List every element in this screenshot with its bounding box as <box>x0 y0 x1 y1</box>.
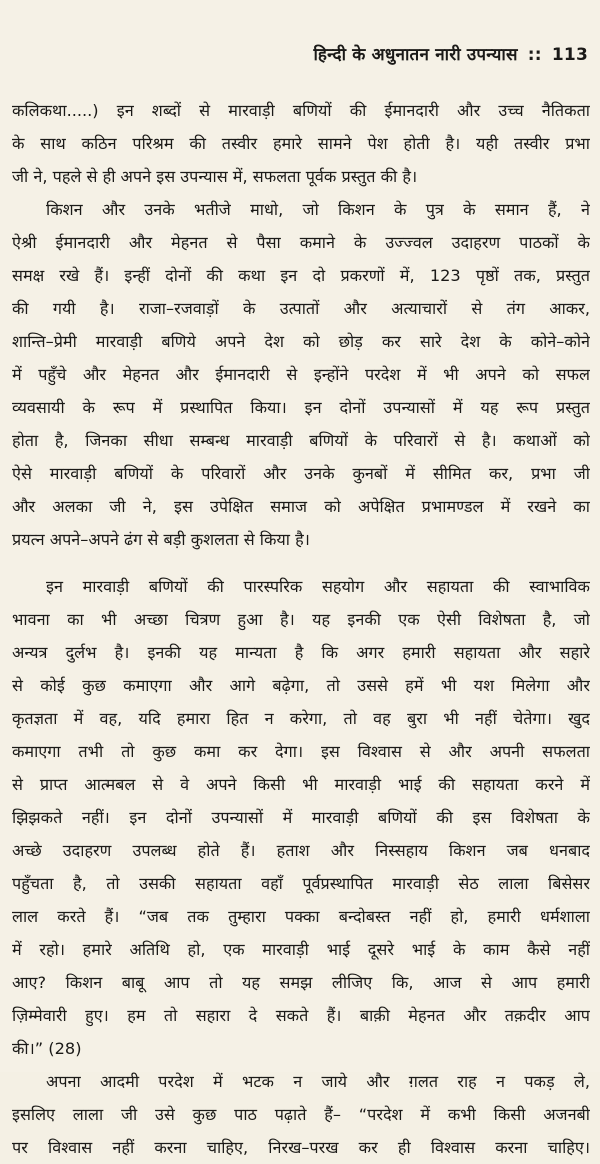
text-line: इसलिए लाला जी उसे कुछ पाठ पढ़ाते हैं– “परदेश में कभी किसी अजनबी <box>12 1105 590 1124</box>
text-line: प्रयत्न अपने–अपने ढंग से बड़ी कुशलता से किया है। <box>12 530 310 549</box>
text-line: की।” (28) <box>12 1039 82 1058</box>
text-line: से कोई कुछ कमाएगा और आगे बढ़ेगा, तो उससे हमें भी यश मिलेगा और <box>12 676 590 695</box>
text-line: अन्यत्र दुर्लभ है। इनकी यह मान्यता है कि अगर हमारी सहायता और सहारे <box>12 643 590 662</box>
body-text <box>12 94 590 1164</box>
text-line: कलिकथा.....) इन शब्दों से मारवाड़ी बणियों की ईमानदारी और उच्च नैतिकता <box>12 101 590 120</box>
text-line: किशन और उनके भतीजे माधो, जो किशन के पुत्र के समान हैं, ने <box>46 200 590 219</box>
text-line: ज़िम्मेवारी हुए। हम तो सहारा दे सकते हैं। बाक़ी मेहनत और तक़दीर आप <box>12 1006 590 1025</box>
text-line: इन मारवाड़ी बणियों की पारस्परिक सहयोग और सहायता की स्वाभाविक <box>46 577 590 596</box>
text-line: आए? किशन बाबू आप तो यह समझ लीजिए कि, आज से आप हमारी <box>12 973 590 992</box>
text-line: की गयी है। राजा–रजवाड़ों के उत्पातों और अत्याचारों से तंग आकर, <box>12 299 590 318</box>
text-line: व्यवसायी के रूप में प्रस्थापित किया। इन दोनों उपन्यासों में यह रूप प्रस्तुत <box>12 398 590 417</box>
text-line: होता है, जिनका सीधा सम्बन्ध मारवाड़ी बणियों के परिवारों से है। कथाओं को <box>12 431 590 450</box>
page-number: 113 <box>551 45 588 65</box>
text-line: ऐसे मारवाड़ी बणियों के परिवारों और उनके कुनबों में सीमित कर, प्रभा जी <box>12 464 590 483</box>
text-line: और अलका जी ने, इस उपेक्षित समाज को अपेक्षित प्रभामण्डल में रखने का <box>12 497 590 516</box>
running-title: हिन्दी के अधुनातन नारी उपन्यास <box>313 45 518 65</box>
text-line: अच्छे उदाहरण उपलब्ध होते हैं। हताश और निस्सहाय किशन जब धनबाद <box>12 841 590 860</box>
text-line: भावना का भी अच्छा चित्रण हुआ है। यह इनकी एक ऐसी विशेषता है, जो <box>12 610 590 629</box>
text-line: शान्ति–प्रेमी मारवाड़ी बणिये अपने देश को छोड़ कर सारे देश के कोने–कोने <box>12 332 590 351</box>
text-line: पर विश्वास नहीं करना चाहिए, निरख–परख कर ही विश्वास करना चाहिए। <box>12 1138 590 1157</box>
text-line: जी ने, पहले से ही अपने इस उपन्यास में, सफलता पूर्वक प्रस्तुत की है। <box>12 167 418 186</box>
text-line: में पहुँचे और मेहनत और ईमानदारी से इन्होंने परदेश में भी अपने को सफल <box>12 365 590 384</box>
text-line: अपना आदमी परदेश में भटक न जाये और ग़लत राह न पकड़ ले, <box>46 1072 590 1091</box>
text-line: झिझकते नहीं। इन दोनों उपन्यासों में मारवाड़ी बणियों की इस विशेषता के <box>12 808 590 827</box>
text-line: ऐश्री ईमानदारी और मेहनत से पैसा कमाने के उज्ज्वल उदाहरण पाठकों के <box>12 233 590 252</box>
text-line: समक्ष रखे हैं। इन्हीं दोनों की कथा इन दो प्रकरणों में, 123 पृष्ठों तक, प्रस्तुत <box>12 266 590 285</box>
text-line: कृतज्ञता में वह, यदि हमारा हित न करेगा, तो वह बुरा भी नहीं चेतेगा। खुद <box>12 709 590 728</box>
text-line: के साथ कठिन परिश्रम की तस्वीर हमारे सामने पेश होती है। यही तस्वीर प्रभा <box>12 134 590 153</box>
text-line: से प्राप्त आत्मबल से वे अपने किसी भी मारवाड़ी भाई की सहायता करने में <box>12 775 590 794</box>
text-line: में रहो। हमारे अतिथि हो, एक मारवाड़ी भाई दूसरे भाई के काम कैसे नहीं <box>12 940 590 959</box>
running-header <box>313 42 588 65</box>
header-separator: :: <box>527 45 542 65</box>
text-line: पहुँचता है, तो उसकी सहायता वहाँ पूर्वप्रस्थापित मारवाड़ी सेठ लाला बिसेसर <box>12 874 590 893</box>
text-line: कमाएगा तभी तो कुछ कमा कर देगा। इस विश्वास से और अपनी सफलता <box>12 742 590 761</box>
text-line: लाल करते हैं। “जब तक तुम्हारा पक्का बन्दोबस्त नहीं हो, हमारी धर्मशाला <box>12 907 590 926</box>
